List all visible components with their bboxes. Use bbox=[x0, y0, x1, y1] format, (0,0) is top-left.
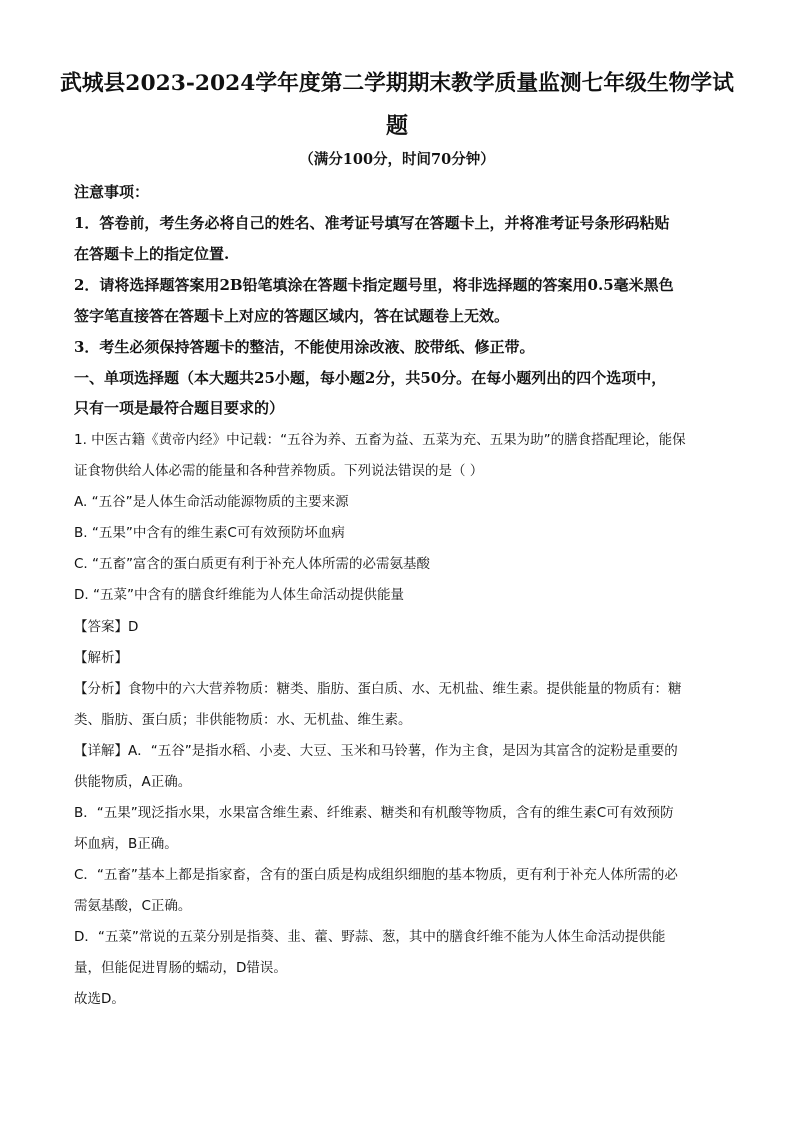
exam-title-line-2: 题 bbox=[385, 113, 408, 139]
note-item-3: 3．考生必须保持答题卡的整洁，不能使用涂改液、胶带纸、修正带。 bbox=[74, 338, 535, 356]
detail-a-line-1 bbox=[74, 741, 724, 761]
option-b: B. “五果”中含有的维生素C可有效预防坏血病 bbox=[74, 525, 345, 541]
xiangjie-label: 【详解】 bbox=[74, 743, 128, 759]
conclusion: 故选D。 bbox=[74, 991, 125, 1007]
detail-a-text-1: A．“五谷”是指水稻、小麦、大豆、玉米和马铃薯，作为主食，是因为其富含的淀粉是重要的 bbox=[128, 743, 678, 759]
fenxi-line-1 bbox=[74, 679, 724, 699]
analysis-label: 【解析】 bbox=[74, 650, 128, 666]
section-heading-line-2: 只有一项是最符合题目要求的） bbox=[74, 399, 285, 417]
option-c: C. “五畜”富含的蛋白质更有利于补充人体所需的必需氨基酸 bbox=[74, 556, 430, 572]
exam-title-line-1: 武城县2023-2024学年度第二学期期末教学质量监测七年级生物学试 bbox=[60, 71, 734, 96]
question-stem-line-1: 1. 中医古籍《黄帝内经》中记载：“五谷为养、五畜为益、五菜为充、五果为助”的膳食搭配理论，能保 bbox=[74, 432, 686, 448]
fenxi-line-2: 类、脂肪、蛋白质；非供能物质：水、无机盐、维生素。 bbox=[74, 712, 412, 728]
detail-a-line-2: 供能物质，A正确。 bbox=[74, 774, 192, 790]
note-item-2-line-2: 签字笔直接答在答题卡上对应的答题区域内，答在试题卷上无效。 bbox=[74, 307, 510, 325]
note-item-2-line-1: 2．请将选择题答案用2B铅笔填涂在答题卡指定题号里，将非选择题的答案用0.5毫米黑色 bbox=[74, 276, 674, 294]
question-stem-line-2: 证食物供给人体必需的能量和各种营养物质。下列说法错误的是（ ） bbox=[74, 463, 484, 479]
section-heading-line-1: 一、单项选择题（本大题共25小题，每小题2分，共50分。在每小题列出的四个选项中， bbox=[74, 369, 667, 387]
answer-line bbox=[74, 617, 724, 637]
fenxi-text-1: 食物中的六大营养物质：糖类、脂肪、蛋白质、水、无机盐、维生素。提供能量的物质有：糖 bbox=[128, 681, 682, 697]
detail-d-line-2: 量，但能促进胃肠的蠕动，D错误。 bbox=[74, 960, 287, 976]
detail-b-line-2: 坏血病，B正确。 bbox=[74, 836, 178, 852]
detail-d-line-1: D．“五菜”常说的五菜分别是指葵、韭、藿、野蒜、葱，其中的膳食纤维不能为人体生命活动提供能 bbox=[74, 929, 666, 945]
note-item-1-line-2: 在答题卡上的指定位置. bbox=[74, 245, 230, 263]
fenxi-label: 【分析】 bbox=[74, 681, 128, 697]
detail-b-line-1: B．“五果”现泛指水果，水果富含维生素、纤维素、糖类和有机酸等物质，含有的维生素C可有效预防 bbox=[74, 805, 674, 821]
answer-label: 【答案】 bbox=[74, 619, 128, 635]
notes-heading: 注意事项： bbox=[74, 183, 150, 201]
detail-c-line-2: 需氨基酸，C正确。 bbox=[74, 898, 192, 914]
option-d: D. “五菜”中含有的膳食纤维能为人体生命活动提供能量 bbox=[74, 587, 404, 603]
detail-c-line-1: C．“五畜”基本上都是指家畜，含有的蛋白质是构成组织细胞的基本物质，更有利于补充人体所需的必 bbox=[74, 867, 678, 883]
answer-value: D bbox=[128, 619, 139, 635]
note-item-1-line-1: 1．答卷前，考生务必将自己的姓名、准考证号填写在答题卡上，并将准考证号条形码粘贴 bbox=[74, 214, 670, 232]
option-a: A. “五谷”是人体生命活动能源物质的主要来源 bbox=[74, 494, 349, 510]
exam-subtitle: （满分100分，时间70分钟） bbox=[299, 151, 495, 168]
